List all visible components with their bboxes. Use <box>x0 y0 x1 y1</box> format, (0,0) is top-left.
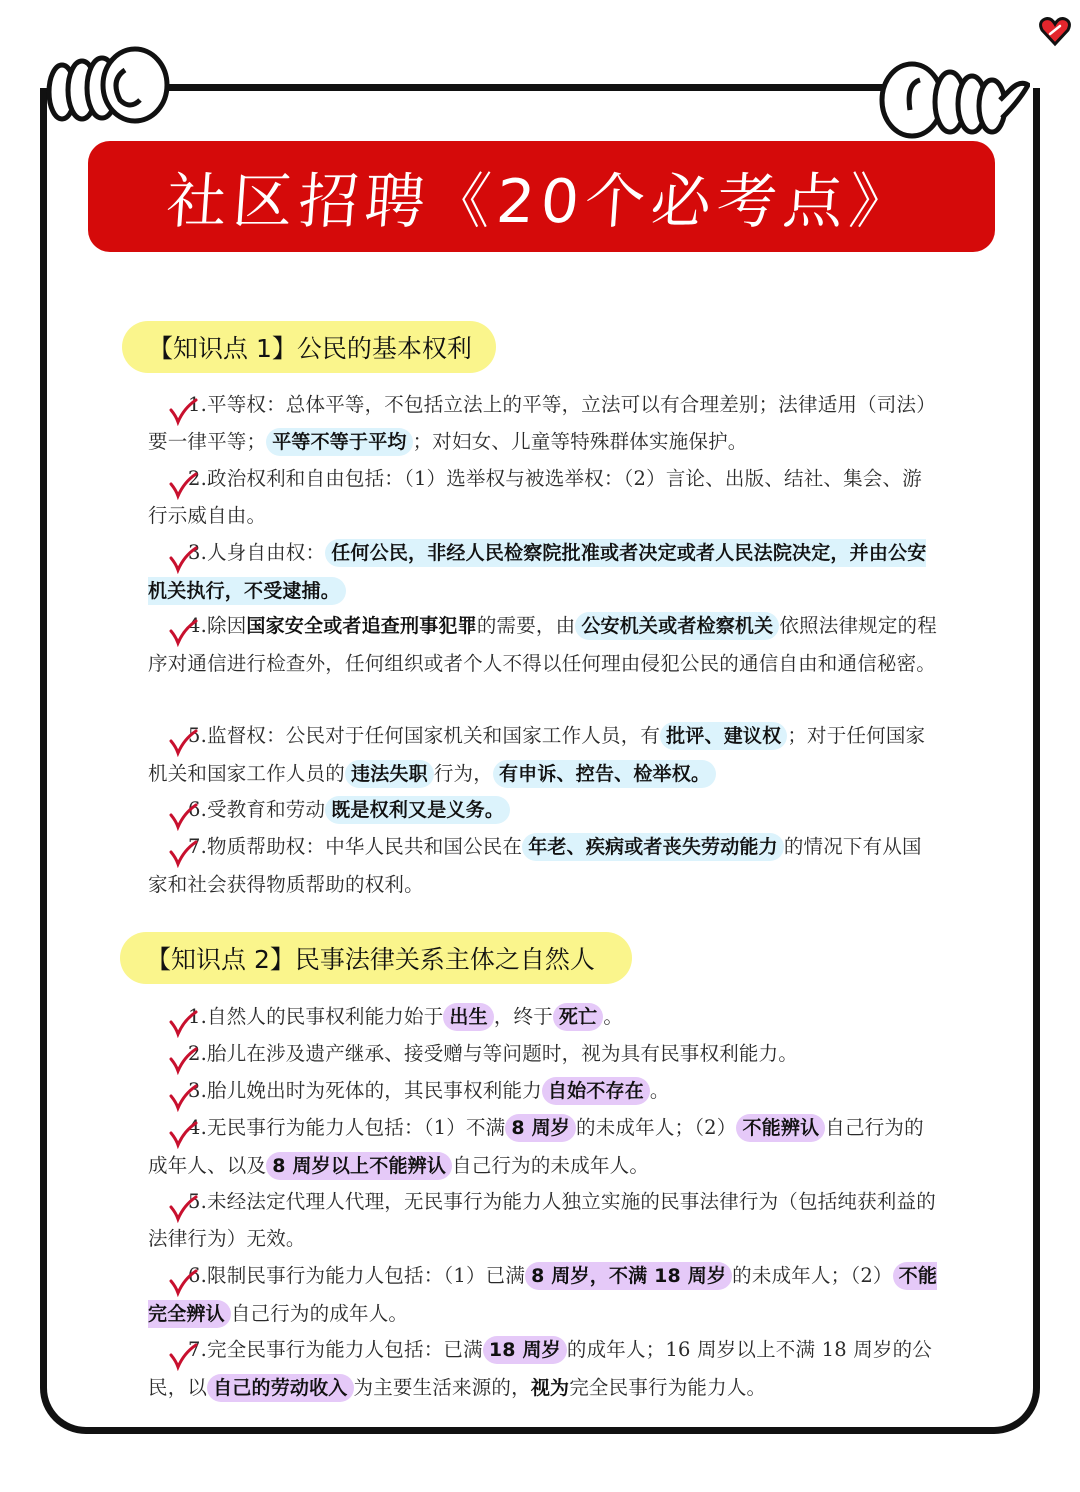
list-item <box>148 1183 938 1257</box>
key-point-highlight: 年老、疾病或者丧失劳动能力 <box>522 833 784 861</box>
key-point-highlight: 有申诉、控告、检举权。 <box>493 760 716 788</box>
body-text: ，终于 <box>493 1005 553 1028</box>
body-text: 1.平等权：总体平等，不包括立法上的平等，立法可以有合理差别；法律适用（司法）要一律平等； <box>148 393 936 453</box>
section-heading-text: 【知识点 2】民事法律关系主体之自然人 <box>146 945 595 974</box>
key-point-highlight: 自始不存在 <box>542 1077 650 1105</box>
list-item <box>148 534 938 610</box>
key-point-highlight: 8 周岁以上不能辨认 <box>266 1152 452 1180</box>
checkmark-icon <box>168 1195 196 1221</box>
body-text: 。 <box>603 1005 624 1028</box>
checkmark-icon <box>168 546 196 572</box>
list-item <box>148 717 938 793</box>
list-item <box>148 1257 938 1333</box>
key-point-highlight: 公安机关或者检察机关 <box>575 612 779 640</box>
checkmark-icon <box>168 840 196 866</box>
heart-icon <box>1038 14 1072 48</box>
scroll-rod <box>160 84 940 91</box>
body-text: 4.无民事行为能力人包括：（1）不满 <box>188 1116 506 1139</box>
body-text: 6.受教育和劳动 <box>188 798 326 821</box>
body-text: 1.自然人的民事权利能力始于 <box>188 1005 444 1028</box>
key-point-highlight: 8 周岁，不满 18 周岁 <box>525 1262 732 1290</box>
body-text: 7.完全民事行为能力人包括：已满 <box>188 1338 483 1361</box>
list-item <box>148 1109 938 1185</box>
body-text: 的成年人；16 周岁以上不满 18 周岁的公民，以 <box>148 1338 932 1399</box>
list-item <box>148 386 938 461</box>
body-text: 3.胎儿娩出时为死体的，其民事权利能力 <box>188 1079 542 1102</box>
checkmark-icon <box>168 1343 196 1369</box>
list-item <box>148 828 938 903</box>
body-text: 6.限制民事行为能力人包括：（1）已满 <box>188 1264 526 1287</box>
body-text: 自己行为的成年人。 <box>230 1302 409 1325</box>
list-item <box>148 1035 938 1072</box>
key-point-highlight: 死亡 <box>553 1003 603 1031</box>
title-banner <box>88 141 995 252</box>
body-text: 5.监督权：公民对于任何国家机关和国家工作人员，有 <box>188 724 661 747</box>
body-text: ；对妇女、儿童等特殊群体实施保护。 <box>412 430 748 453</box>
checkmark-icon <box>168 1047 196 1073</box>
section-heading-2 <box>120 932 632 984</box>
checkmark-icon <box>168 1269 196 1295</box>
key-point-highlight: 任何公民，非经人民检察院批准或者决定或者人民法院决定，并由公安机关执行，不受逮捕。 <box>148 539 926 605</box>
checkmark-icon <box>168 1010 196 1036</box>
key-point-highlight: 不能辨认 <box>736 1114 825 1142</box>
key-point-highlight: 8 周岁 <box>505 1114 576 1142</box>
body-text: 2.胎儿在涉及遗产继承、接受赠与等问题时，视为具有民事权利能力。 <box>188 1042 799 1065</box>
key-point-highlight: 出生 <box>443 1003 493 1031</box>
list-item <box>148 607 938 682</box>
checkmark-icon <box>168 1084 196 1110</box>
checkmark-icon <box>168 729 196 755</box>
key-point-highlight: 违法失职 <box>345 760 434 788</box>
checkmark-icon <box>168 472 196 498</box>
section-heading-text: 【知识点 1】公民的基本权利 <box>148 334 472 363</box>
hand-holding-scroll-icon <box>870 40 1030 140</box>
list-item <box>148 460 938 534</box>
body-text: 的情况下有从国家和社会获得物质帮助的权利。 <box>148 835 922 896</box>
section-heading-1 <box>122 321 496 373</box>
list-item <box>148 791 938 829</box>
body-text: 7.物质帮助权：中华人民共和国公民在 <box>188 835 523 858</box>
key-point-highlight: 既是权利又是义务。 <box>325 796 510 824</box>
body-text: 自己行为的成年人、以及 <box>148 1116 924 1177</box>
list-item <box>148 998 938 1036</box>
bold-text: 视为 <box>530 1377 570 1399</box>
hand-holding-scroll-icon <box>40 40 170 130</box>
body-text: ；对于任何国家机关和国家工作人员的 <box>148 724 926 785</box>
list-item <box>148 1331 938 1407</box>
body-text: 4.除因 <box>188 614 247 637</box>
body-text: 自己行为的未成年人。 <box>452 1154 650 1177</box>
list-item <box>148 1072 938 1110</box>
body-text: 行为， <box>433 762 493 785</box>
body-text: 依照法律规定的程序对通信进行检查外，任何组织或者个人不得以任何理由侵犯公民的通信自由和通信秘密。 <box>148 614 937 675</box>
key-point-highlight: 平等不等于平均 <box>266 428 412 456</box>
checkmark-icon <box>168 398 196 424</box>
checkmark-icon <box>168 803 196 829</box>
body-text: 2.政治权利和自由包括：（1）选举权与被选举权：（2）言论、出版、结社、集会、游行示威自由。 <box>148 467 922 527</box>
body-text: 3.人身自由权： <box>188 541 326 564</box>
body-text: 为主要生活来源的， <box>353 1376 531 1399</box>
body-text: 。 <box>649 1079 670 1102</box>
body-text: 的需要，由 <box>476 614 576 637</box>
key-point-highlight: 自己的劳动收入 <box>207 1374 353 1402</box>
body-text: 5.未经法定代理人代理，无民事行为能力人独立实施的民事法律行为（包括纯获利益的法律行为）无效。 <box>148 1190 936 1250</box>
key-point-highlight: 批评、建议权 <box>660 722 787 750</box>
body-text: 的未成年人；（2） <box>576 1116 737 1139</box>
checkmark-icon <box>168 1121 196 1147</box>
page-title: 社区招聘《20个必考点》 <box>164 166 918 237</box>
key-point-highlight: 18 周岁 <box>483 1336 567 1364</box>
checkmark-icon <box>168 619 196 645</box>
body-text: 完全民事行为能力人。 <box>569 1376 767 1399</box>
bold-text: 国家安全或者追查刑事犯罪 <box>246 615 477 637</box>
body-text: 的未成年人；（2） <box>732 1264 893 1287</box>
key-point-highlight: 不能完全辨认 <box>148 1262 937 1328</box>
